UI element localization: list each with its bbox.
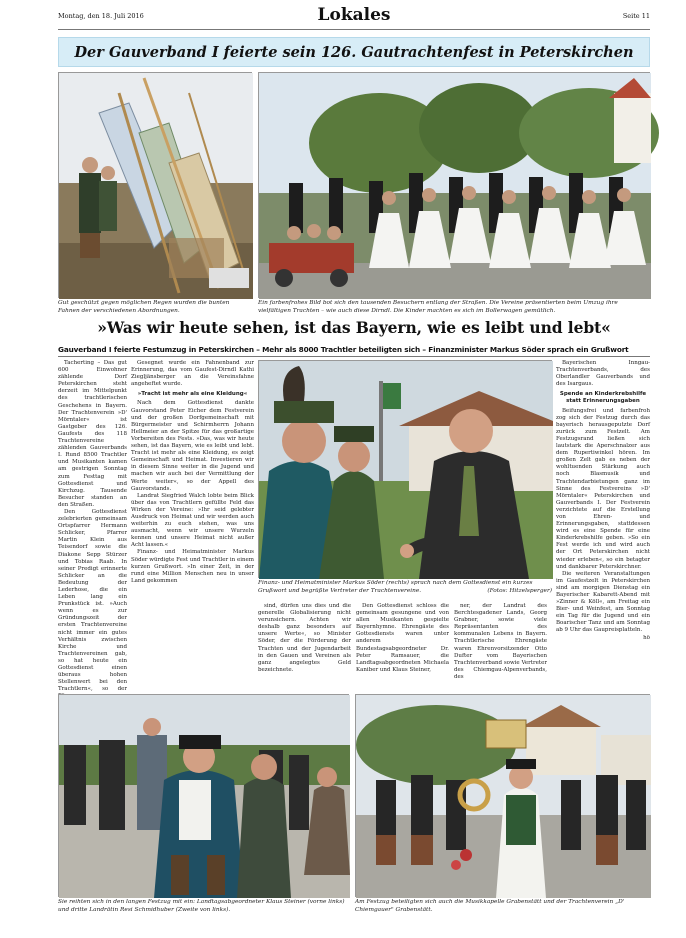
paragraph: Gesegnet wurde ein Fahnenband zur Erinnerung, das vom Gaufest-Dirndl Kathi Ziegljänsberger an die Vereinsfahne angeheftet wurde. bbox=[131, 360, 254, 388]
paragraph: Nach dem Gottesdienst dankte Gauvorstand Peter Eicher dem Festverein und der großen Dorfgemeinschaft mit Bürgermeister und Schirmherrn Johann Hellmeier an der Spitze für das großartige Vorbereiten des Fests. »Das, was wir heute sehen, ist das Bayern, wie es leibt und lebt. Tracht ist mehr als eine Kleidung, es zeigt Gemeinschaft und Heimat. Investieren wir in diesem Sinne weiter in die Jugend und machen wir auch bei der Vermittlung der Werte weiter«, so der Appell des Gauvorstands. bbox=[131, 400, 254, 492]
caption-steiner-schmidhuber: Sie reihten sich in den langen Festzug mit ein: Landtagsabgeordneter Klaus Steiner (vorne links) und dritte Landrätin Resi Schmidhuber (Zweite von links). bbox=[58, 899, 345, 913]
article-column-5 bbox=[454, 603, 547, 691]
divider bbox=[58, 356, 650, 357]
photo-dirndl-procession bbox=[258, 72, 650, 298]
caption-dirndl-procession: Ein farbenfrohes Bild bot sich den tausenden Besuchern entlang der Straßen. Die Vereine präsentierten beim Umzug ihre vielfältigen Trachten – wie auch diese Dirndl. Die Kinder machten es sich im Bollerwagen gemütlich. bbox=[258, 300, 618, 314]
paragraph: Die weiteren Veranstaltungen im Gaufestzelt in Peterskirchen sind am morgigen Dienstag ein Bayerischer Kabarett-Abend mit »Zinner & Köll«, am Freitag ein Bier- und Weinfest, am Sonntag ein Tag für die Jugend und ein Boarischer Tanz und am Sonntag ab 9 Uhr das Gaupreisplatteln. bbox=[556, 570, 650, 634]
section-title: Lokales bbox=[317, 5, 391, 25]
article-column-4 bbox=[356, 603, 449, 691]
caption-text: Finanz- und Heimatminister Markus Söder (rechts) sprach nach dem Gottesdienst ein kurzes Grußwort und begrüßte Vertreter der Trachtenvereine. bbox=[258, 580, 533, 594]
paragraph: Den Gottesdienst zelebrierten gemeinsam Ortspfarrer Hermann Schlicker, Pfarrer Martin Klein aus Teisendorf sowie die Diakone Sepp Stürzer und Tobias Raab. In seiner Predigt erinnerte Schlicker an die Bedeutung der Lederhose, die ein Leben lang ein Prunkstück ist. »Auch wenn es zur Gründungszeit der ersten Trachtenvereine nicht immer ein gutes Verhältnis zwischen Kirche und Trachtenvereinen gab, so hat heute ein Gottesdienst einen überaus hohen Stellenwert bei den Trachtlern«, so der bbox=[58, 508, 127, 693]
paragraph: Tacherting – Das gut 600 Einwohner zählende Dorf Peterskirchen steht derzeit im Mittelpunkt des trachtlerischen Geschehens in Bayern. Der Trachtenverein »D' Mörntaler« ist Gastgeber des 126. Gaufests des 118 Trachtenvereine zählenden Gauverbands I. Rund 8500 Trachtler und Musikanten kamen am gestrigen Sonntag zum Festtag mit Gottesdienst und Kirchzug. Tausende Besucher standen an den Straßen. bbox=[58, 360, 127, 508]
article-column-3 bbox=[258, 603, 351, 691]
photo-page-banner: Der Gauverband I feierte sein 126. Gautrachtenfest in Peterskirchen bbox=[58, 37, 650, 67]
paragraph: Beifungsfrei und farbenfroh zog sich der Festzug durch das bayerisch herausgeputzte Dorf zurück zum Festzelt. Am Festzugsrand ließen sich lautstark die Aperschnalzer aus dem Rupertiwinkel hören. Im großen Zelt gab es neben der wohltuenden Stärkung auch noch Blasmusik und Trachtendarbietungen ganz im Sinne des Festvereins »D' Mörntaler« Peterskirchen und Gauverbands I. Der Festverein verzichtete auf die Erstellung von Ehren- und Erinnerungsgaben, stattdessen wird es eine Spende für eine Kinderkrebshilfe geben. »So ein Fest werde ich und wird auch der Ort Peterskirchen nicht wieder erleben«, so ein betagter und dankbarer Peterskirchner. bbox=[556, 407, 650, 570]
caption-musikkapelle: Am Festzug beteiligten sich auch die Musikkapelle Grabenstätt und der Trachtenverein „D' Chiemgauer" Grabenstätt. bbox=[355, 899, 625, 913]
caption-flags: Gut geschützt gegen möglichen Regen wurden die bunten Fahnen der verschiedenen Abordnungen. bbox=[58, 300, 230, 314]
photo-musikkapelle bbox=[355, 694, 650, 897]
paragraph: ner, der Landrat des Berchtesgadener Lands, Georg Grabner, sowie viele Repräsentanten des kommunalen Lebens in Bayern. Trachtlerische Ehrengäste waren Ehrenvorsitzender Otto Dufter vom Bayerischen Trachtenverband sowie Vertreter des Chiemgau-Alpenverbands, des bbox=[454, 603, 547, 680]
article-column-1 bbox=[58, 360, 127, 693]
paragraph: Finanz- und Heimatminister Markus Söder würdigte Fest und Trachtler in einem kurzen Grußwort. »In einer Zeit, in der rund eine Million Menschen neu in unser Land gekommen bbox=[131, 549, 254, 584]
photo-credit: (Fotos: Hitzelsperger) bbox=[487, 587, 552, 594]
paragraph: Bayerischen Inngau-Trachtenverbands, des Oberlandler Gauverbands und des Isargaus. bbox=[556, 360, 650, 388]
subheading: »Tracht ist mehr als eine Kleidung« bbox=[137, 391, 248, 398]
article-subheadline: Gauverband I feierte Festumzug in Peterskirchen – Mehr als 8000 Trachtler beteiligten sich – Finanzminister Markus Söder sprach ein Grußwort bbox=[58, 345, 629, 354]
issue-date: Montag, den 18. Juli 2016 bbox=[58, 12, 144, 20]
photo-soeder bbox=[258, 360, 552, 578]
paragraph: Den Gottesdienst schloss die gemeinsam gesungene und von allen Musikanten gespielte Bayernhymne. Ehrengäste des Gottesdiensts waren unter anderem Bundestagsabgeordneter Dr. Peter Ramsauer, die Landtagsabgeordneten Michaela Kaniber und Klaus Steiner, bbox=[356, 603, 449, 673]
page-number: Seite 11 bbox=[622, 12, 650, 20]
author-initials: hö bbox=[643, 634, 650, 641]
photo-flags bbox=[58, 72, 252, 298]
article-column-2 bbox=[131, 360, 254, 690]
caption-soeder bbox=[258, 580, 552, 595]
subheading: Spende an Kinderkrebshilfe statt Erinnerungsgaben bbox=[559, 391, 647, 405]
paragraph: sind, dürfen uns dies und die generelle Globalisierung nicht verunsichern. Achten wir deshalb ganz besonders auf unsere Werte«, so Minister Söder, der die Förderung der Trachten und der Jugendarbeit in den Gauen und Vereinen als ganz angelegtes Geld bezeichnete. bbox=[258, 603, 351, 673]
article-headline: »Was wir heute sehen, ist das Bayern, wie es leibt und lebt« bbox=[97, 318, 611, 337]
paragraph: Landrat Siegfried Walch lobte beim Blick über das von Trachtlern gefüllte Feld das Wirken der Vereine: »Ihr seid gelebter Ausdruck von Heimat und wir werden auch weiterhin zu euch stehen, was uns ausmacht, wenn wir unsere Wurzeln kennen und unsere Heimat nicht außer Acht lassen.« bbox=[131, 492, 254, 549]
photo-steiner-schmidhuber bbox=[58, 694, 349, 897]
masthead bbox=[58, 6, 650, 30]
article-column-6 bbox=[556, 360, 650, 691]
